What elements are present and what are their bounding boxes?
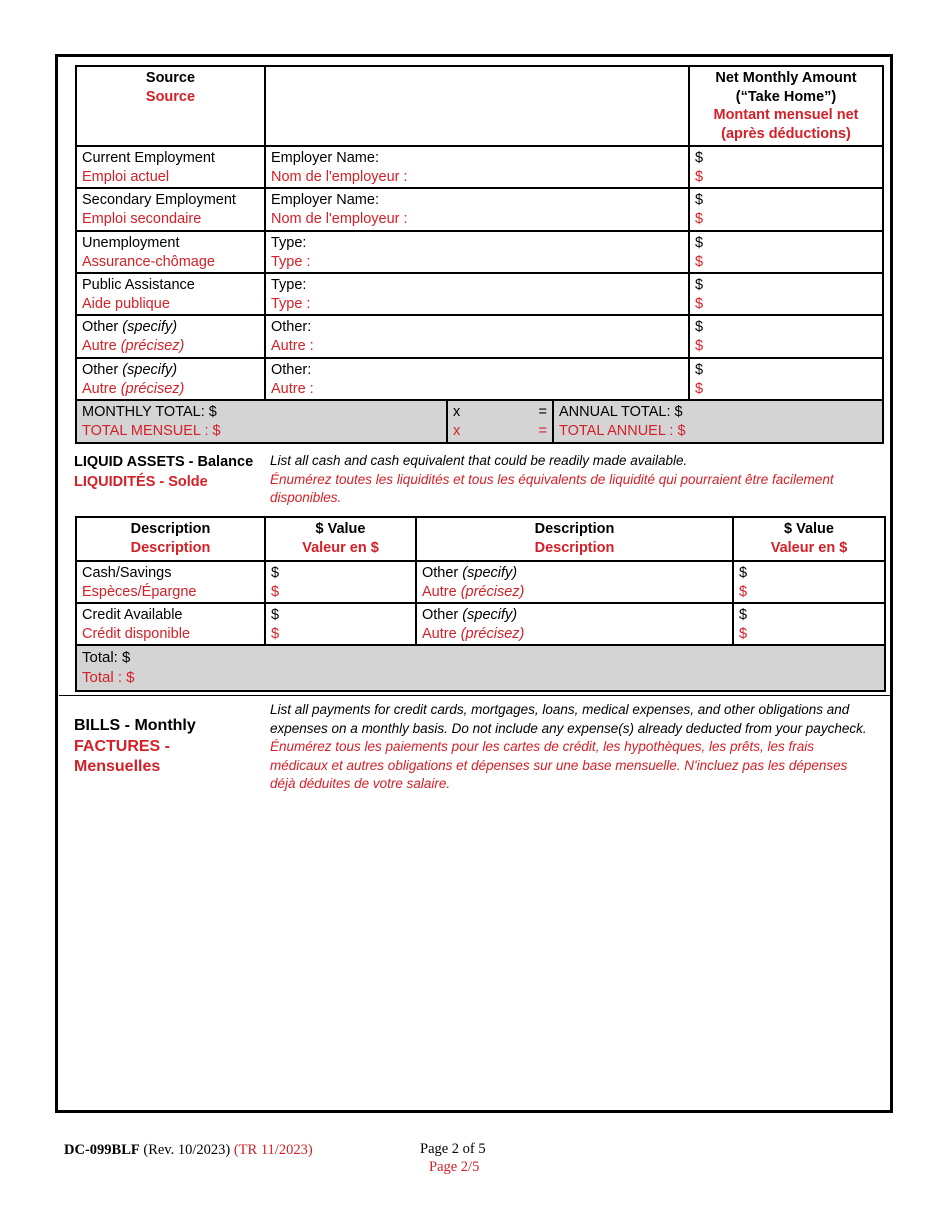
- description-header: Description Description: [416, 517, 733, 561]
- form-code: DC-099BLF: [64, 1142, 140, 1158]
- income-row: [76, 273, 883, 315]
- employer-name-field[interactable]: Employer Name: Nom de l'employeur :: [265, 146, 689, 188]
- net-amount-header: Net Monthly Amount (“Take Home”) Montant mensuel net (après déductions): [689, 66, 883, 146]
- other-description-field[interactable]: Other (specify) Autre (précisez): [416, 561, 733, 603]
- source-header: Source Source: [76, 66, 265, 146]
- translation-date: (TR 11/2023): [230, 1142, 313, 1158]
- description-header: Description Description: [76, 517, 265, 561]
- income-source: Other (specify) Autre (précisez): [76, 315, 265, 358]
- liquid-value-field[interactable]: $ $: [733, 603, 885, 645]
- liquid-total-row: [76, 645, 885, 691]
- bills-note: List all payments for credit cards, mortgages, loans, medical expenses, and other obligations and expenses on a monthly basis. Do not include any expense(s) already deducted from your paycheck. Énumérez tous les paiements pour les cartes de crédit, les hypothèques, les prêts, les frais médicaux et autres obligations et dépenses sur une base mensuelle. N'incluez pas les dépenses déjà déduites de votre salaire.: [270, 702, 867, 791]
- form-revision: [64, 1141, 313, 1159]
- income-source: Secondary Employment Emploi secondaire: [76, 188, 265, 231]
- income-header-row: [76, 66, 883, 146]
- income-row: [76, 315, 883, 358]
- liquid-assets-table: [75, 516, 886, 692]
- type-field[interactable]: Type: Type :: [265, 273, 689, 315]
- monthly-total-field[interactable]: MONTHLY TOTAL: $ TOTAL MENSUEL : $: [76, 400, 447, 443]
- details-header: [265, 66, 689, 146]
- liquid-value-field[interactable]: $ $: [733, 561, 885, 603]
- net-amount-field[interactable]: $ $: [689, 188, 883, 231]
- liquid-total-field[interactable]: Total: $ Total : $: [76, 645, 885, 691]
- other-description-field[interactable]: Other (specify) Autre (précisez): [416, 603, 733, 645]
- liquid-value-field[interactable]: $ $: [265, 561, 416, 603]
- net-amount-field[interactable]: $ $: [689, 231, 883, 273]
- net-amount-field[interactable]: $ $: [689, 358, 883, 400]
- employer-name-field[interactable]: Employer Name: Nom de l'employeur :: [265, 188, 689, 231]
- liquid-assets-title: LIQUID ASSETS - Balance LIQUIDITÉS - Solde: [74, 454, 254, 490]
- income-row: [76, 146, 883, 188]
- income-source: Other (specify) Autre (précisez): [76, 358, 265, 400]
- liquid-row: [76, 603, 885, 645]
- net-amount-field[interactable]: $ $: [689, 315, 883, 358]
- liquid-value-field[interactable]: $ $: [265, 603, 416, 645]
- liquid-description: Credit Available Crédit disponible: [76, 603, 265, 645]
- income-row: [76, 358, 883, 400]
- net-amount-field[interactable]: $ $: [689, 273, 883, 315]
- net-amount-field[interactable]: $ $: [689, 146, 883, 188]
- multiplier-cell: x = x =: [447, 400, 553, 443]
- revision-date: (Rev. 10/2023): [139, 1142, 231, 1158]
- income-row: [76, 231, 883, 273]
- bills-title: BILLS - Monthly FACTURES - Mensuelles: [74, 717, 196, 775]
- income-source: Public Assistance Aide publique: [76, 273, 265, 315]
- income-table: [75, 65, 884, 444]
- liquid-header-row: [76, 517, 885, 561]
- liquid-assets-note: List all cash and cash equivalent that could be readily made available. Énumérez toutes les liquidités et tous les équivalents de liquidité qui pourraient être facilement disponibles.: [270, 453, 834, 505]
- other-field[interactable]: Other: Autre :: [265, 315, 689, 358]
- income-row: [76, 188, 883, 231]
- page-number: Page 2 of 5 Page 2/5: [420, 1141, 486, 1175]
- other-field[interactable]: Other: Autre :: [265, 358, 689, 400]
- liquid-row: [76, 561, 885, 603]
- section-divider: [59, 695, 891, 696]
- value-header: $ Value Valeur en $: [265, 517, 416, 561]
- annual-total-field[interactable]: ANNUAL TOTAL: $ TOTAL ANNUEL : $: [553, 400, 883, 443]
- type-field[interactable]: Type: Type :: [265, 231, 689, 273]
- income-totals-row: [76, 400, 883, 443]
- income-source: Unemployment Assurance-chômage: [76, 231, 265, 273]
- value-header: $ Value Valeur en $: [733, 517, 885, 561]
- liquid-description: Cash/Savings Espèces/Épargne: [76, 561, 265, 603]
- income-source: Current Employment Emploi actuel: [76, 146, 265, 188]
